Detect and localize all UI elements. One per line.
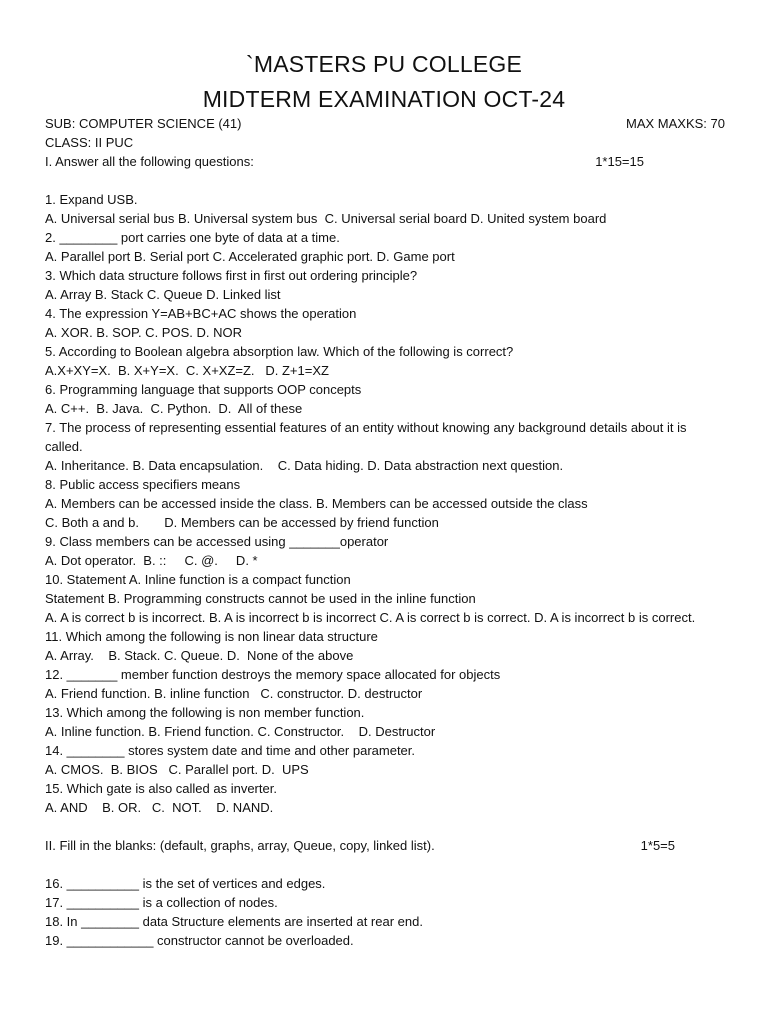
options-line: A. Friend function. B. inline function C. constructor. D. destructor xyxy=(45,686,423,701)
options-line: C. Both a and b. D. Members can be accessed by friend function xyxy=(45,515,439,530)
section2-heading-row xyxy=(45,836,725,855)
question-line: 8. Public access specifiers means xyxy=(45,477,241,492)
subject-row xyxy=(45,114,725,133)
max-marks-label: MAX MAXKS: 70 xyxy=(626,116,725,131)
college-title: `MASTERS PU COLLEGE xyxy=(245,51,523,77)
question-line: 15. Which gate is also called as inverter. xyxy=(45,781,277,796)
question-line: 12. _______ member function destroys the memory space allocated for objects xyxy=(45,667,501,682)
question-line: 11. Which among the following is non linear data structure xyxy=(45,629,378,644)
question-line: 5. According to Boolean algebra absorption law. Which of the following is correct? xyxy=(45,344,514,359)
exam-title: MIDTERM EXAMINATION OCT-24 xyxy=(202,86,566,112)
options-line: A. AND B. OR. C. NOT. D. NAND. xyxy=(45,800,274,815)
question-line: 13. Which among the following is non member function. xyxy=(45,705,365,720)
options-line: A. Inheritance. B. Data encapsulation. C. Data hiding. D. Data abstraction next question. xyxy=(45,458,564,473)
options-line: A. Dot operator. B. :: C. @. D. * xyxy=(45,553,258,568)
options-line: A. Members can be accessed inside the class. B. Members can be accessed outside the class xyxy=(45,496,588,511)
options-line: A. Universal serial bus B. Universal system bus C. Universal serial board D. United system board xyxy=(45,211,607,226)
spacer xyxy=(45,171,725,190)
question-line: 3. Which data structure follows first in first out ordering principle? xyxy=(45,268,418,283)
fill-blank-line: 19. ____________ constructor cannot be overloaded. xyxy=(45,933,354,948)
options-line: A. CMOS. B. BIOS C. Parallel port. D. UPS xyxy=(45,762,309,777)
question-line: 9. Class members can be accessed using _______operator xyxy=(45,534,389,549)
question-line: 14. ________ stores system date and time and other parameter. xyxy=(45,743,416,758)
options-line: A. XOR. B. SOP. C. POS. D. NOR xyxy=(45,325,242,340)
section2-heading: II. Fill in the blanks: (default, graphs, array, Queue, copy, linked list). xyxy=(45,838,435,853)
question-line: 7. The process of representing essential features of an entity without knowing any background details about it is called. xyxy=(45,420,687,454)
question-line: 10. Statement A. Inline function is a compact function xyxy=(45,572,351,587)
options-line: A. A is correct b is incorrect. B. A is incorrect b is incorrect C. A is correct b is correct. D. A is incorrect b is correct. xyxy=(45,610,696,625)
question-line: 6. Programming language that supports OOP concepts xyxy=(45,382,362,397)
fill-blank-line: 17. __________ is a collection of nodes. xyxy=(45,895,278,910)
subject-label: SUB: COMPUTER SCIENCE (41) xyxy=(45,116,242,131)
class-label: CLASS: II PUC xyxy=(45,135,134,150)
options-line: A. Inline function. B. Friend function. C. Constructor. D. Destructor xyxy=(45,724,436,739)
spacer xyxy=(45,817,725,836)
section1-heading-row xyxy=(45,152,725,171)
options-line: A. C++. B. Java. C. Python. D. All of these xyxy=(45,401,303,416)
question-line: 4. The expression Y=AB+BC+AC shows the operation xyxy=(45,306,357,321)
section2-marks: 1*5=5 xyxy=(640,838,675,853)
spacer xyxy=(45,855,725,874)
fill-blank-line: 18. In ________ data Structure elements are inserted at rear end. xyxy=(45,914,423,929)
exam-body xyxy=(45,114,725,950)
question-line: 2. ________ port carries one byte of data at a time. xyxy=(45,230,340,245)
question-line: Statement B. Programming constructs cannot be used in the inline function xyxy=(45,591,476,606)
section1-heading: I. Answer all the following questions: xyxy=(45,154,254,169)
options-line: A. Array B. Stack C. Queue D. Linked list xyxy=(45,287,281,302)
options-line: A. Parallel port B. Serial port C. Accelerated graphic port. D. Game port xyxy=(45,249,455,264)
options-line: A.X+XY=X. B. X+Y=X. C. X+XZ=Z. D. Z+1=XZ xyxy=(45,363,329,378)
fill-blank-line: 16. __________ is the set of vertices and edges. xyxy=(45,876,326,891)
section1-marks: 1*15=15 xyxy=(595,154,644,169)
question-line: 1. Expand USB. xyxy=(45,192,138,207)
options-line: A. Array. B. Stack. C. Queue. D. None of the above xyxy=(45,648,354,663)
